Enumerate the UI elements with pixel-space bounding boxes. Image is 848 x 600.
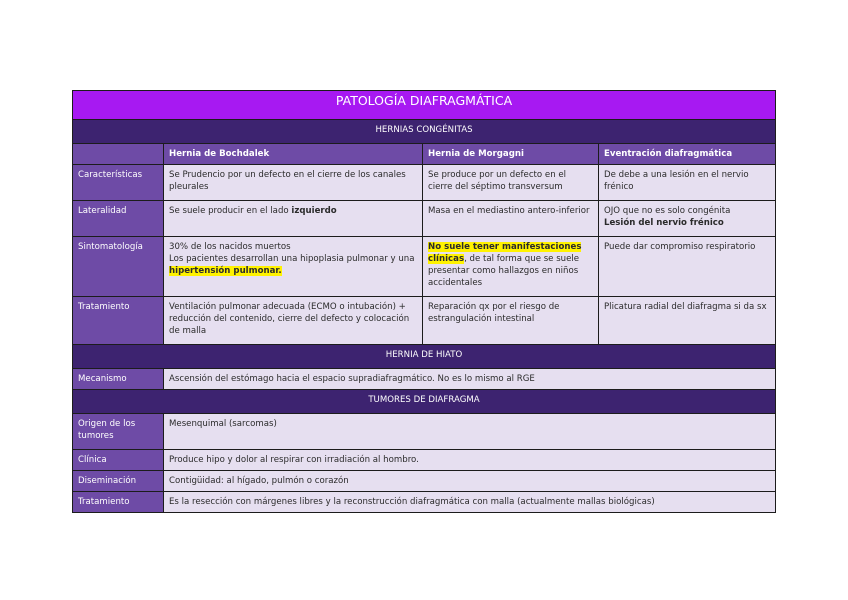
table-row [73, 414, 776, 450]
sintomas-line-1: 30% de los nacidos muertos [169, 242, 291, 252]
eventracion-note: OJO que no es solo congénita [604, 206, 731, 216]
table-row [73, 237, 776, 297]
table-row [73, 471, 776, 492]
section-heading-hiato: HERNIA DE HIATO [73, 345, 776, 369]
section-row-hiato [73, 345, 776, 369]
title-row [73, 91, 776, 120]
cell-diseminacion: Contigüidad: al hígado, pulmón o corazón [164, 471, 776, 492]
morgagni-highlight: No suele tener manifestaciones clínicas [428, 242, 582, 264]
column-header-row [73, 144, 776, 165]
section-heading-hernias: HERNIAS CONGÉNITAS [73, 120, 776, 144]
row-label-mecanismo: Mecanismo [73, 369, 164, 390]
table-row [73, 201, 776, 237]
row-label-tratamiento: Tratamiento [73, 297, 164, 345]
cell-morgagni-tratamiento: Reparación qx por el riesgo de estrangulación intestinal [423, 297, 599, 345]
row-label-origen: Origen de los tumores [73, 414, 164, 450]
section-heading-tumores: TUMORES DE DIAFRAGMA [73, 390, 776, 414]
section-row-tumores [73, 390, 776, 414]
cell-morgagni-sintomatologia [423, 237, 599, 297]
column-header-eventracion: Eventración diafragmática [599, 144, 776, 165]
table-row [73, 165, 776, 201]
cell-bochdalek-caracteristicas: Se Prudencio por un defecto en el cierre de los canales pleurales [164, 165, 423, 201]
cell-bochdalek-tratamiento: Ventilación pulmonar adecuada (ECMO o intubación) + reducción del contenido, cierre del defecto y colocación de malla [164, 297, 423, 345]
column-header-bochdalek: Hernia de Bochdalek [164, 144, 423, 165]
row-label-diseminacion: Diseminación [73, 471, 164, 492]
lateralidad-text: Se suele producir en el lado [169, 206, 292, 216]
sintomas-line-2: Los pacientes desarrollan una hipoplasia pulmonar y una [169, 254, 415, 264]
header-corner [73, 144, 164, 165]
cell-clinica: Produce hipo y dolor al respirar con irradiación al hombro. [164, 450, 776, 471]
row-label-tratamiento-tumores: Tratamiento [73, 492, 164, 513]
table-row [73, 450, 776, 471]
cell-eventracion-lateralidad [599, 201, 776, 237]
row-label-clinica: Clínica [73, 450, 164, 471]
cell-origen: Mesenquimal (sarcomas) [164, 414, 776, 450]
table-row [73, 369, 776, 390]
pathology-table [72, 90, 776, 513]
cell-tratamiento-tumores: Es la resección con márgenes libres y la reconstrucción diafragmática con malla (actualmente mallas biológicas) [164, 492, 776, 513]
eventracion-bold: Lesión del nervio frénico [604, 218, 724, 228]
section-row-hernias [73, 120, 776, 144]
row-label-lateralidad: Lateralidad [73, 201, 164, 237]
cell-mecanismo: Ascensión del estómago hacia el espacio supradiafragmático. No es lo mismo al RGE [164, 369, 776, 390]
row-label-sintomatologia: Sintomatología [73, 237, 164, 297]
cell-morgagni-lateralidad: Masa en el mediastino antero-inferior [423, 201, 599, 237]
cell-bochdalek-sintomatologia [164, 237, 423, 297]
sintomas-highlight: hipertensión pulmonar. [169, 266, 282, 276]
table-title: PATOLOGÍA DIAFRAGMÁTICA [73, 91, 776, 120]
cell-eventracion-sintomatologia: Puede dar compromiso respiratorio [599, 237, 776, 297]
cell-morgagni-caracteristicas: Se produce por un defecto en el cierre del séptimo transversum [423, 165, 599, 201]
row-label-caracteristicas: Características [73, 165, 164, 201]
cell-eventracion-caracteristicas: De debe a una lesión en el nervio frénico [599, 165, 776, 201]
table-row [73, 492, 776, 513]
table-row [73, 297, 776, 345]
lateralidad-bold: izquierdo [291, 206, 337, 216]
cell-eventracion-tratamiento: Plicatura radial del diafragma si da sx [599, 297, 776, 345]
column-header-morgagni: Hernia de Morgagni [423, 144, 599, 165]
morgagni-text: , de tal forma que se suele presentar como hallazgos en niños accidentales [428, 254, 580, 288]
cell-bochdalek-lateralidad [164, 201, 423, 237]
